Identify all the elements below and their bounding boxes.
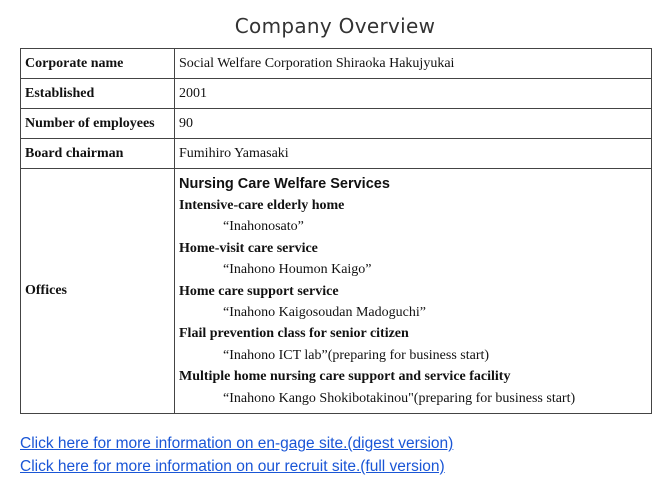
table-row-established <box>21 79 652 109</box>
table-row-corporate-name <box>21 49 652 79</box>
service-name: Intensive-care elderly home <box>179 197 345 213</box>
facility-name: “Inahono ICT lab”(preparing for business start) <box>223 347 490 363</box>
row-value: Social Welfare Corporation Shiraoka Hakujyukai <box>175 49 652 79</box>
row-value: Fumihiro Yamasaki <box>175 139 652 169</box>
row-value: 2001 <box>175 79 652 109</box>
page-title: Company Overview <box>234 14 436 38</box>
facility-name: “Inahono Kango Shokibotakinou"(preparing for business start) <box>223 390 576 406</box>
company-overview-table <box>20 48 652 414</box>
service-name: Home care support service <box>179 283 339 299</box>
service-name: Home-visit care service <box>179 240 318 256</box>
engage-site-link[interactable]: Click here for more information on en-gage site.(digest version) <box>20 435 454 452</box>
recruit-site-link[interactable]: Click here for more information on our recruit site.(full version) <box>20 458 445 475</box>
table-row-board-chairman <box>21 139 652 169</box>
row-label: Offices <box>21 169 175 414</box>
facility-name: “Inahono Kaigosoudan Madoguchi” <box>223 305 426 320</box>
service-name: Flail prevention class for senior citizen <box>179 326 409 342</box>
table-row-employees <box>21 109 652 139</box>
facility-name: “Inahono Houmon Kaigo” <box>223 262 372 278</box>
row-value: 90 <box>175 109 652 139</box>
service-name: Multiple home nursing care support and service facility <box>179 369 511 385</box>
table-row-offices <box>21 169 652 414</box>
row-label: Established <box>21 79 175 109</box>
row-label: Board chairman <box>21 139 175 169</box>
row-label: Number of employees <box>21 109 175 139</box>
offices-heading: Nursing Care Welfare Services <box>179 175 390 192</box>
offices-list <box>175 169 652 414</box>
facility-name: “Inahonosato” <box>223 219 304 235</box>
info-links <box>20 432 453 478</box>
row-label: Corporate name <box>21 49 175 79</box>
